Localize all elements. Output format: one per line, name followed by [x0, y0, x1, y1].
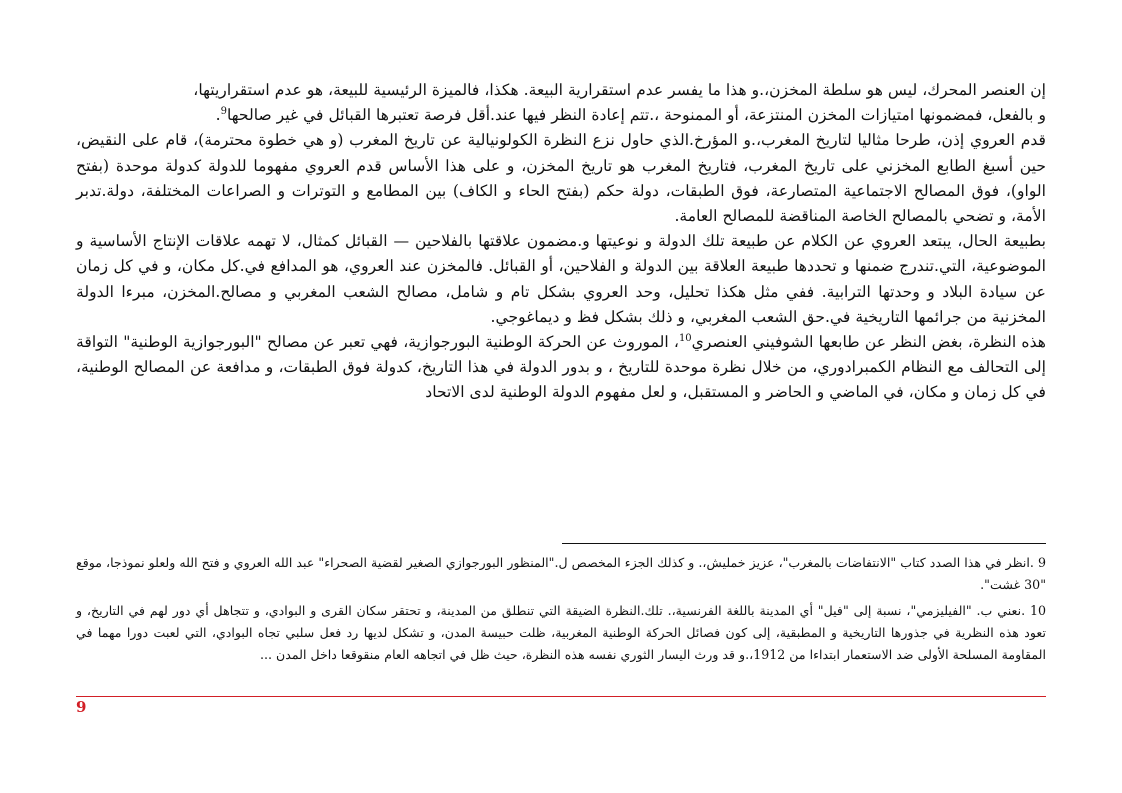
footnote-separator [562, 543, 1046, 544]
page-footer-rule [76, 696, 1046, 697]
paragraph-3: بطبيعة الحال، يبتعد العروي عن الكلام عن طبيعة تلك الدولة و نوعيتها و.مضمون علاقتها بالفلاحين — القبائل كمثال، لا تهمه علاقات الإنتاج الأساسية و الموضوعية، التي.تندرج ضمنها و تحددها طبيعة العلاقة بين الدولة و الفلاحين، أو القبائل. فالمخزن عند العروي، هو المدافع في.كل مكان، و في كل زمان عن سيادة البلاد و وحدتها الترابية. ففي مثل هكذا تحليل، وحد العروي بشكل تام و شامل، مصالح الشعب المغربي و مصالح.المخزن، مبرءا الدولة المخزنية من جرائمها التاريخية في.حق الشعب المغربي، و ذلك بشكل فظ و ديماغوجي. [76, 232, 1046, 326]
paragraph-1 [76, 78, 1046, 128]
paragraph-4-part-1: هذه النظرة، بغض النظر عن طابعها الشوفيني العنصري [691, 333, 1046, 352]
paragraph-4-part-2: ، الموروث عن الحركة الوطنية البورجوازية، فهي تعبر عن مصالح "البورجوازية الوطنية" التواقة إلى التحالف مع النظام الكمبرادوري، من خلال نظرة موحدة للتاريخ ، و بدور الدولة في هذا التاريخ، كدولة فوق الطبقات، و مدافعة عن المصالح الوطنية، في كل زمان و مكان، في الماضي و الحاضر و المستقبل، و لعل مفهوم الدولة الوطنية لدى الاتحاد [76, 333, 1046, 402]
footnote-ref-9[interactable]: 9 [220, 106, 227, 118]
paragraph-1-line-1: إن العنصر المحرك، ليس هو سلطة المخزن،.و هذا ما يفسر عدم استقرارية البيعة. هكذا، فالميزة الرئيسية للبيعة، هو عدم استقراريتها، [193, 81, 1046, 99]
paragraph-2: قدم العروي إذن، طرحا مثاليا لتاريخ المغرب،.و المؤرخ.الذي حاول نزع النظرة الكولونيالية عن تاريخ المغرب (و هي خطوة محترمة)، قام على النقيض، حين أسبغ الطابع المخزني على تاريخ المغرب، فتاريخ المغرب هو تاريخ المخزن، و على هذا الأساس قدم العروي مفهوما للدولة كدولة موحدة (بفتح الواو)، فوق المصالح الاجتماعية المتصارعة، فوق الطبقات، دولة حكم (بفتح الحاء و الكاف) بين المطامع و التوترات و الصراعات المختلفة، دولة.تدبر الأمة، و تضحي بالمصالح الخاصة المناقضة للمصالح العامة. [76, 131, 1046, 226]
footnote-ref-10[interactable]: 10 [678, 332, 692, 344]
body-text [76, 78, 1046, 406]
paragraph-4 [76, 330, 1046, 406]
page-number: 9 [76, 698, 87, 716]
footnotes [76, 552, 1046, 666]
footnote-9: 9 .انظر في هذا الصدد كتاب "الانتفاضات بالمغرب"، عزيز خمليش،. و كذلك الجزء المخصص ل."المنظور البورجوازي الصغير لقضية الصحراء" عبد الله العروي و فتح الله ولعلو نموذجا، موقع "30 غشت". [76, 555, 1046, 592]
paragraph-1-line-2: و بالفعل، فمضمونها امتيازات المخزن المنتزعة، أو الممنوحة ،.تتم إعادة النظر فيها عند.أقل فرصة تعتبرها القبائل في غير صالحها [226, 106, 1046, 125]
footnote-10: 10 .نعني ب. "الفيليزمي"، نسبة إلى "فيل" أي المدينة باللغة الفرنسية،. تلك.النظرة الضيقة التي تنطلق من المدينة، و تحتقر سكان القرى و البوادي، و تتجاهل أي دور لهم في التاريخ، و تعود هذه النظرية في جذورها التاريخية و المطبقية، إلى كون فصائل الحركة الوطنية المغربية، ظلت حبيسة المدن، و تشكل لديها رد فعل سلبي تجاه البوادي، التي لعبت دورا مهما في المقاومة المسلحة الأولى ضد الاستعمار ابتداءا من 1912،.و قد ورث اليسار الثوري نفسه هذه النظرة، حيث ظل في اتجاهه العام منقوقعا داخل المدن ... [76, 603, 1046, 662]
paragraph-1-end: . [215, 106, 221, 125]
